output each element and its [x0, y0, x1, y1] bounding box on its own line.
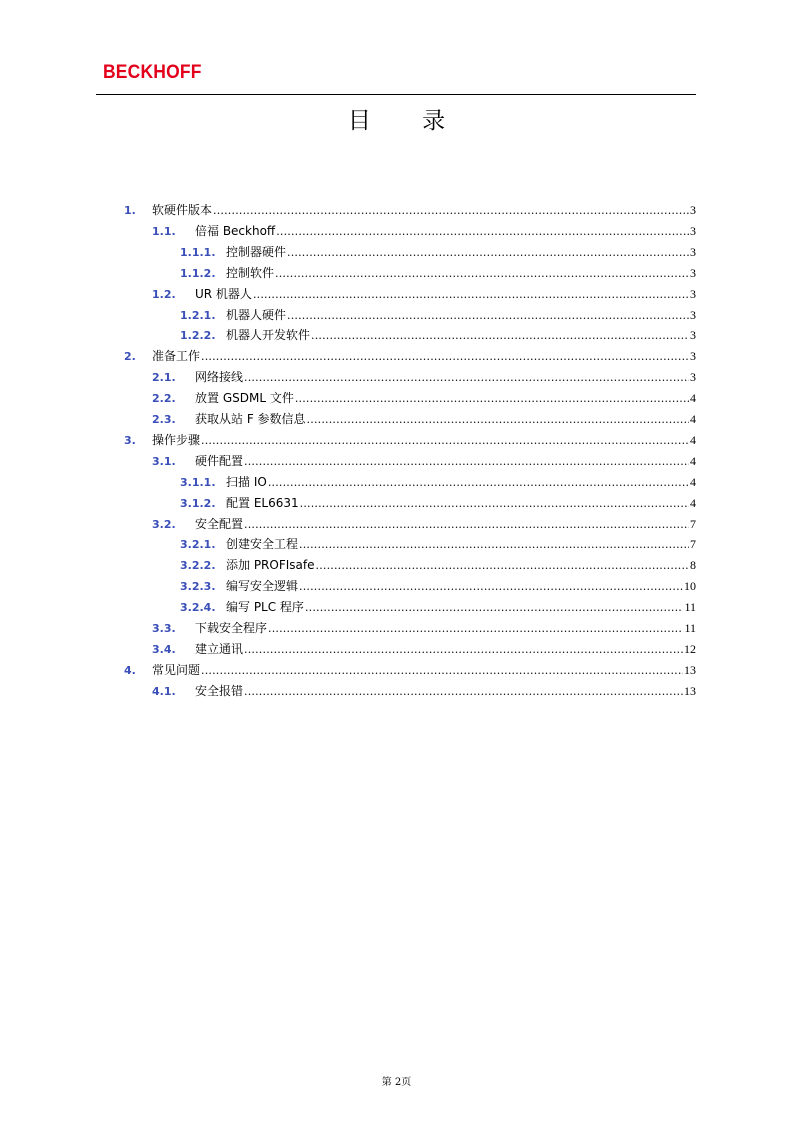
toc-entry-page: 4 [690, 474, 696, 489]
toc-dot-leader [275, 264, 689, 284]
beckhoff-logo: BECKHOFF [103, 62, 202, 83]
toc-entry-title: 放置 GSDML 文件 [195, 391, 294, 406]
toc-dot-leader [311, 326, 689, 346]
toc-dot-leader [268, 619, 683, 639]
toc-entry-page: 3 [690, 286, 696, 301]
toc-entry-page: 7 [690, 516, 696, 531]
toc-dot-leader [268, 473, 689, 493]
toc-entry[interactable] [180, 534, 696, 554]
toc-entry-page: 4 [690, 495, 696, 510]
toc-dot-leader [244, 515, 689, 535]
toc-entry-page: 4 [690, 453, 696, 468]
toc-entry[interactable] [152, 221, 696, 241]
toc-entry-page: 13 [684, 683, 696, 698]
toc-dot-leader [201, 347, 689, 367]
toc-dot-leader [244, 682, 683, 702]
toc-entry-number: 4. [124, 663, 136, 677]
toc-dot-leader [316, 556, 690, 576]
toc-dot-leader [287, 306, 689, 326]
toc-entry-title: 安全报错 [195, 683, 244, 698]
toc-entry-title: 机器人开发软件 [226, 328, 311, 343]
toc-entry-number: 1.2.1. [180, 308, 216, 322]
toc-entry-title: 操作步骤 [152, 432, 201, 447]
toc-dot-leader [201, 661, 683, 681]
toc-entry-title: 下载安全程序 [195, 621, 268, 635]
toc-entry[interactable] [152, 639, 696, 659]
toc-entry-title: 常见问题 [152, 662, 201, 677]
toc-entry-title: 建立通讯 [195, 641, 244, 656]
toc-entry-number: 2.1. [152, 371, 176, 385]
toc-dot-leader [201, 431, 689, 451]
toc-entry-page: 3 [690, 370, 696, 385]
toc-entry-number: 4.1. [152, 684, 176, 698]
toc-entry-title: 硬件配置 [195, 453, 244, 468]
toc-dot-leader [213, 201, 689, 221]
toc-dot-leader [295, 389, 689, 409]
toc-entry-title: 倍福 Beckhoff [195, 223, 276, 238]
toc-dot-leader [305, 598, 684, 618]
toc-entry[interactable] [124, 430, 696, 450]
page-number-footer: 第 2页 [381, 1077, 412, 1088]
toc-entry-page: 11 [684, 621, 696, 635]
toc-entry[interactable] [180, 242, 696, 262]
toc-dot-leader [299, 577, 683, 597]
toc-entry[interactable] [180, 472, 696, 492]
toc-entry[interactable] [180, 305, 696, 325]
toc-dot-leader [244, 640, 683, 660]
toc-entry-page: 7 [690, 537, 696, 552]
toc-entry-page: 8 [690, 558, 696, 573]
toc-dot-leader [244, 452, 689, 472]
toc-entry[interactable] [152, 681, 696, 701]
toc-entry-page: 3 [690, 265, 696, 280]
toc-entry[interactable] [124, 200, 696, 220]
toc-entry[interactable] [180, 325, 696, 345]
toc-entry-number: 1.2.2. [180, 329, 216, 343]
toc-entry[interactable] [124, 660, 696, 680]
toc-entry-number: 3.2.3. [180, 580, 216, 594]
toc-dot-leader [300, 494, 689, 514]
toc-entry-number: 3.1.1. [180, 475, 216, 489]
toc-entry-title: 扫描 IO [226, 474, 267, 489]
toc-entry-page: 10 [684, 579, 696, 594]
toc-entry-page: 3 [690, 307, 696, 322]
toc-entry[interactable] [180, 493, 696, 513]
toc-entry-number: 1.1.1. [180, 245, 216, 259]
toc-entry-number: 3.2.1. [180, 538, 216, 552]
toc-entry-page: 3 [690, 223, 696, 238]
toc-entry[interactable] [180, 555, 696, 575]
toc-entry-page: 11 [684, 600, 696, 615]
toc-entry-page: 4 [690, 432, 696, 447]
toc-entry-page: 3 [690, 203, 696, 217]
toc-dot-leader [299, 535, 689, 555]
toc-entry[interactable] [124, 346, 696, 366]
toc-entry[interactable] [180, 263, 696, 283]
toc-entry-number: 1.1.2. [180, 266, 216, 280]
toc-dot-leader [307, 410, 689, 430]
toc-entry[interactable] [152, 367, 696, 387]
toc-entry-page: 4 [690, 412, 696, 426]
page-title: 目 录 [347, 108, 468, 134]
toc-entry-number: 3.1. [152, 454, 176, 468]
toc-entry[interactable] [152, 388, 696, 408]
toc-entry-number: 2. [124, 350, 136, 364]
toc-entry-title: 创建安全工程 [226, 537, 299, 552]
toc-entry-title: 编写安全逻辑 [226, 579, 299, 594]
toc-entry-page: 3 [690, 349, 696, 364]
toc-entry[interactable] [152, 514, 696, 534]
toc-entry-page: 3 [690, 244, 696, 259]
toc-entry[interactable] [152, 409, 696, 429]
toc-dot-leader [287, 243, 689, 263]
toc-entry-title: 安全配置 [195, 516, 244, 531]
toc-entry-title: UR 机器人 [195, 286, 252, 301]
toc-entry-number: 3.2.4. [180, 601, 216, 615]
toc-entry-title: 机器人硬件 [226, 307, 287, 322]
toc-entry-title: 网络接线 [195, 370, 244, 385]
toc-entry[interactable] [152, 451, 696, 471]
toc-entry-number: 3.4. [152, 642, 176, 656]
toc-entry-number: 3.1.2. [180, 496, 216, 510]
toc-entry-title: 软硬件版本 [152, 203, 213, 217]
toc-entry-page: 3 [690, 328, 696, 343]
toc-entry-title: 编写 PLC 程序 [226, 600, 304, 615]
toc-entry-number: 1.1. [152, 224, 176, 238]
toc-dot-leader [244, 368, 689, 388]
toc-entry-number: 3.3. [152, 622, 176, 635]
toc-entry-title: 准备工作 [152, 349, 201, 364]
toc-dot-leader [253, 285, 689, 305]
toc-dot-leader [276, 222, 689, 242]
toc-entry-title: 控制器硬件 [226, 244, 287, 259]
toc-entry-number: 3. [124, 433, 136, 447]
toc-entry[interactable] [152, 284, 696, 304]
toc-entry-page: 12 [684, 641, 696, 656]
toc-entry-title: 添加 PROFIsafe [226, 558, 315, 573]
toc-entry-title: 配置 EL6631 [226, 495, 299, 510]
toc-entry-title: 获取从站 F 参数信息 [195, 412, 306, 426]
toc-entry-number: 1.2. [152, 287, 176, 301]
toc-entry-number: 3.2.2. [180, 559, 216, 573]
toc-entry[interactable] [152, 618, 696, 638]
toc-entry[interactable] [180, 597, 696, 617]
toc-entry-title: 控制软件 [226, 265, 275, 280]
toc-entry[interactable] [180, 576, 696, 596]
toc-entry-number: 2.3. [152, 413, 176, 426]
toc-entry-number: 1. [124, 204, 136, 217]
toc-entry-number: 2.2. [152, 392, 176, 406]
toc-entry-page: 4 [690, 391, 696, 406]
toc-entry-number: 3.2. [152, 517, 176, 531]
toc-entry-page: 13 [684, 662, 696, 677]
header-divider [96, 94, 696, 95]
